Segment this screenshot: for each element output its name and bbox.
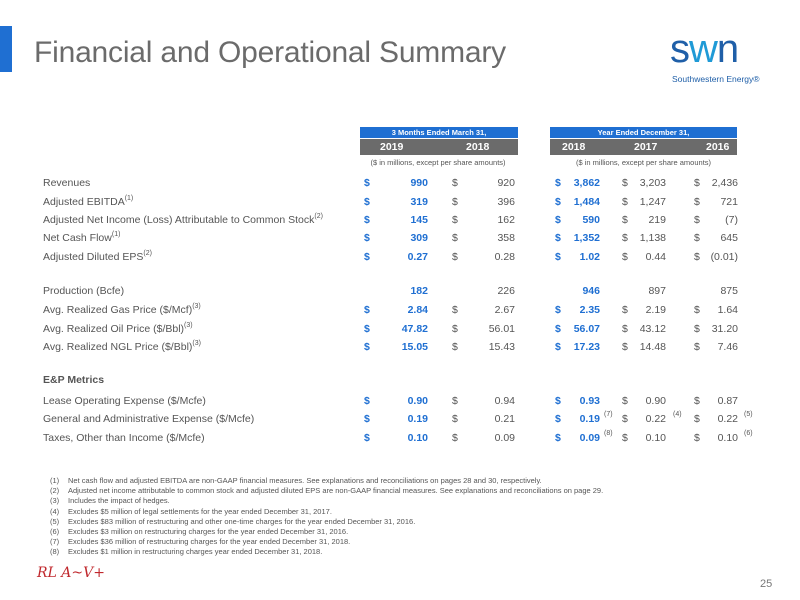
cell-footnote-ref: (4)	[673, 411, 682, 418]
col-header-y-2018: 2018	[562, 141, 586, 153]
cell-currency: $	[364, 323, 370, 335]
cell-value-q2018: 0.09	[494, 432, 515, 444]
cell-currency: $	[555, 323, 561, 335]
row-label: Avg. Realized NGL Price ($/Bbl)$^{(3)}$	[43, 340, 201, 353]
table-row	[0, 320, 800, 338]
cell-value-y2017: 897	[648, 285, 666, 297]
cell-value-q2019: 0.27	[407, 251, 428, 263]
cell-currency: $	[555, 395, 561, 407]
cell-value-y2016: 645	[720, 232, 738, 244]
cell-value-q2018: 226	[497, 285, 515, 297]
row-label: Lease Operating Expense ($/Mcfe)	[43, 395, 206, 407]
cell-value-q2018: 396	[497, 196, 515, 208]
row-footnote-ref: (2)	[143, 250, 152, 257]
cell-currency: $	[622, 177, 628, 189]
footnote: (1) Net cash flow and adjusted EBITDA are non-GAAP financial measures. See explanations and reconciliations on pages 28 and 30, respectively.	[50, 476, 542, 485]
cell-currency: $	[452, 214, 458, 226]
cell-currency: $	[452, 196, 458, 208]
row-footnote-ref: (3)	[192, 340, 201, 347]
footnote: (2) Adjusted net income attributable to common stock and adjusted diluted EPS are non-GAAP financial measures. See explanations and reconciliations on page 29.	[50, 486, 604, 496]
cell-currency: $	[694, 304, 700, 316]
quarter-year-row	[360, 139, 518, 155]
table-row	[0, 301, 800, 319]
cell-value-q2018: 56.01	[488, 323, 515, 335]
cell-currency: $	[364, 395, 370, 407]
cell-value-y2018: 1,352	[573, 232, 600, 244]
col-header-y-2016: 2016	[706, 141, 730, 153]
cell-value-q2018: 0.28	[494, 251, 515, 263]
cell-currency: $	[452, 432, 458, 444]
cell-value-y2018: 2.35	[579, 304, 600, 316]
cell-value-y2017: 3,203	[639, 177, 666, 189]
cell-value-q2019: 2.84	[407, 304, 428, 316]
cell-value-q2019: 47.82	[401, 323, 428, 335]
cell-currency: $	[364, 413, 370, 425]
title-accent-bar	[0, 26, 12, 72]
cell-currency: $	[694, 395, 700, 407]
cell-value-y2016: 7.46	[717, 341, 738, 353]
row-label: General and Administrative Expense ($/Mcfe)	[43, 413, 255, 425]
cell-currency: $	[555, 304, 561, 316]
section-heading-ep-metrics: E&P Metrics	[43, 374, 105, 386]
cell-currency: $	[452, 177, 458, 189]
cell-currency: $	[452, 413, 458, 425]
cell-value-y2016: 2,436	[711, 177, 738, 189]
table-row	[0, 174, 800, 192]
footnotes	[50, 476, 603, 558]
cell-currency: $	[364, 304, 370, 316]
cell-currency: $	[622, 304, 628, 316]
cell-value-y2018: 1.02	[579, 251, 600, 263]
page-number: 25	[760, 578, 773, 590]
cell-value-y2018: 17.23	[573, 341, 600, 353]
cell-currency: $	[622, 196, 628, 208]
cell-currency: $	[364, 196, 370, 208]
row-label: Adjusted EBITDA$^{(1)}$	[43, 195, 134, 208]
cell-currency: $	[555, 413, 561, 425]
cell-value-q2019: 309	[410, 232, 428, 244]
cell-value-y2016: 0.87	[717, 395, 738, 407]
cell-value-y2018: 946	[582, 285, 600, 297]
table-row	[0, 282, 800, 300]
col-header-y-2017: 2017	[634, 141, 658, 153]
row-label: Avg. Realized Gas Price ($/Mcf)$^{(3)}$	[43, 303, 201, 316]
row-footnote-ref: (1)	[124, 195, 134, 202]
quarter-header	[360, 127, 518, 155]
col-header-q-2018: 2018	[466, 141, 490, 153]
cell-footnote-ref: (6)	[744, 430, 753, 437]
cell-currency: $	[555, 214, 561, 226]
cell-currency: $	[694, 323, 700, 335]
table-row	[0, 338, 800, 356]
cell-value-y2016: 875	[720, 285, 738, 297]
cell-value-y2016: (0.01)	[710, 251, 738, 263]
row-label: Taxes, Other than Income ($/Mcfe)	[43, 432, 205, 444]
row-label: Adjusted Diluted EPS$^{(2)}$	[43, 250, 152, 263]
row-label: Adjusted Net Income (Loss) Attributable to Common Stock$^{(2)}$	[43, 213, 323, 226]
cell-currency: $	[452, 323, 458, 335]
row-label: Revenues	[43, 177, 91, 189]
cell-value-q2018: 920	[497, 177, 515, 189]
cell-value-y2017: 0.90	[645, 395, 666, 407]
cell-currency: $	[694, 177, 700, 189]
logo-letter-n: n	[716, 27, 739, 71]
cell-value-y2017: 0.44	[645, 251, 666, 263]
row-label: Production (Bcfe)	[43, 285, 125, 297]
cell-currency: $	[452, 232, 458, 244]
cell-currency: $	[622, 432, 628, 444]
company-logo	[670, 27, 780, 90]
cell-value-y2017: 0.10	[645, 432, 666, 444]
cell-value-y2018: 3,862	[573, 177, 600, 189]
cell-footnote-ref: (5)	[744, 411, 753, 418]
cell-value-q2019: 990	[410, 177, 428, 189]
cell-value-q2018: 0.94	[494, 395, 515, 407]
cell-currency: $	[364, 214, 370, 226]
cell-currency: $	[555, 341, 561, 353]
cell-value-y2016: 0.10	[717, 432, 738, 444]
cell-value-y2016: 31.20	[711, 323, 738, 335]
cell-currency: $	[694, 214, 700, 226]
table-row	[0, 429, 800, 447]
logo-subtitle: Southwestern Energy®	[672, 74, 760, 84]
cell-currency: $	[694, 251, 700, 263]
cell-currency: $	[452, 395, 458, 407]
table-row	[0, 410, 800, 428]
cell-value-y2018: 0.93	[579, 395, 600, 407]
cell-currency: $	[622, 251, 628, 263]
cell-value-y2018: 0.19	[579, 413, 600, 425]
row-footnote-ref: (1)	[111, 231, 121, 238]
cell-currency: $	[555, 251, 561, 263]
units-note-quarter: ($ in millions, except per share amounts)	[370, 158, 506, 167]
cell-value-y2017: 219	[648, 214, 666, 226]
row-footnote-ref: (3)	[192, 303, 201, 310]
year-period-label: Year Ended December 31,	[550, 127, 737, 138]
footnote: (6) Excludes $3 million on restructuring charges for the year ended December 31, 2016.	[50, 527, 349, 537]
logo-mark	[670, 27, 780, 71]
cell-currency: $	[555, 232, 561, 244]
cell-value-y2016: (7)	[725, 214, 738, 226]
cell-value-q2018: 358	[497, 232, 515, 244]
cell-value-q2018: 15.43	[488, 341, 515, 353]
col-header-q-2019: 2019	[380, 141, 404, 153]
year-year-row	[550, 139, 737, 155]
cell-currency: $	[622, 341, 628, 353]
cell-value-y2017: 14.48	[639, 341, 666, 353]
cell-currency: $	[622, 395, 628, 407]
logo-letter-s: s	[670, 27, 689, 71]
cell-currency: $	[622, 323, 628, 335]
cell-currency: $	[694, 341, 700, 353]
cell-value-y2016: 0.22	[717, 413, 738, 425]
cell-value-y2018: 590	[582, 214, 600, 226]
cell-value-q2018: 0.21	[494, 413, 515, 425]
cell-footnote-ref: (7)	[604, 411, 613, 418]
row-footnote-ref: (2)	[314, 213, 323, 220]
cell-currency: $	[694, 232, 700, 244]
cell-value-q2019: 15.05	[401, 341, 428, 353]
page-title: Financial and Operational Summary	[34, 36, 506, 69]
cell-value-y2017: 1,247	[639, 196, 666, 208]
cell-value-y2016: 721	[720, 196, 738, 208]
row-footnote-ref: (3)	[184, 322, 193, 329]
footnote: (4) Excludes $5 million of legal settlements for the year ended December 31, 2017.	[50, 506, 332, 516]
units-note-year: ($ in millions, except per share amounts)	[575, 158, 712, 167]
cell-value-y2017: 43.12	[639, 323, 666, 335]
cell-currency: $	[694, 432, 700, 444]
cell-currency: $	[364, 232, 370, 244]
row-label: Net Cash Flow$^{(1)}$	[43, 231, 121, 244]
cell-currency: $	[452, 341, 458, 353]
table-row	[0, 248, 800, 266]
cell-value-y2017: 1,138	[639, 232, 666, 244]
table-row	[0, 229, 800, 247]
cell-currency: $	[622, 214, 628, 226]
cell-value-q2019: 0.90	[407, 395, 428, 407]
footnote: (7) Excludes $36 million of restructuring charges for the year ended December 31, 2018.	[50, 537, 351, 547]
cell-currency: $	[364, 177, 370, 189]
footnote: (5) Excludes $83 million of restructuring and other one-time charges for the year ended December 31, 2016.	[50, 516, 416, 526]
cell-currency: $	[555, 196, 561, 208]
cell-value-y2018: 0.09	[579, 432, 600, 444]
cell-value-q2018: 162	[497, 214, 515, 226]
cell-footnote-ref: (8)	[604, 430, 613, 437]
cell-currency: $	[452, 304, 458, 316]
handwritten-signature: RL A~V+	[37, 565, 105, 581]
cell-value-q2019: 319	[410, 196, 428, 208]
cell-value-q2019: 182	[410, 285, 428, 297]
cell-currency: $	[364, 432, 370, 444]
cell-currency: $	[452, 251, 458, 263]
cell-currency: $	[555, 177, 561, 189]
cell-currency: $	[622, 232, 628, 244]
cell-value-q2018: 2.67	[494, 304, 515, 316]
cell-value-y2017: 0.22	[645, 413, 666, 425]
cell-value-q2019: 145	[410, 214, 428, 226]
cell-value-q2019: 0.19	[407, 413, 428, 425]
cell-currency: $	[364, 341, 370, 353]
quarter-period-label: 3 Months Ended March 31,	[360, 127, 518, 138]
cell-value-q2019: 0.10	[407, 432, 428, 444]
footnote: (8) Excludes $1 million in restructuring charges year ended December 31, 2018.	[50, 547, 323, 557]
year-header	[550, 127, 737, 155]
cell-currency: $	[694, 413, 700, 425]
cell-value-y2016: 1.64	[717, 304, 738, 316]
row-label: Avg. Realized Oil Price ($/Bbl)$^{(3)}$	[43, 322, 193, 335]
logo-letter-w: w	[689, 27, 717, 71]
footnote: (3) Includes the impact of hedges.	[50, 496, 170, 506]
cell-value-y2017: 2.19	[645, 304, 666, 316]
cell-currency: $	[364, 251, 370, 263]
cell-value-y2018: 1,484	[573, 196, 600, 208]
cell-currency: $	[622, 413, 628, 425]
cell-currency: $	[555, 432, 561, 444]
cell-value-y2018: 56.07	[573, 323, 600, 335]
table-row	[0, 211, 800, 229]
table-row	[0, 193, 800, 211]
cell-currency: $	[694, 196, 700, 208]
